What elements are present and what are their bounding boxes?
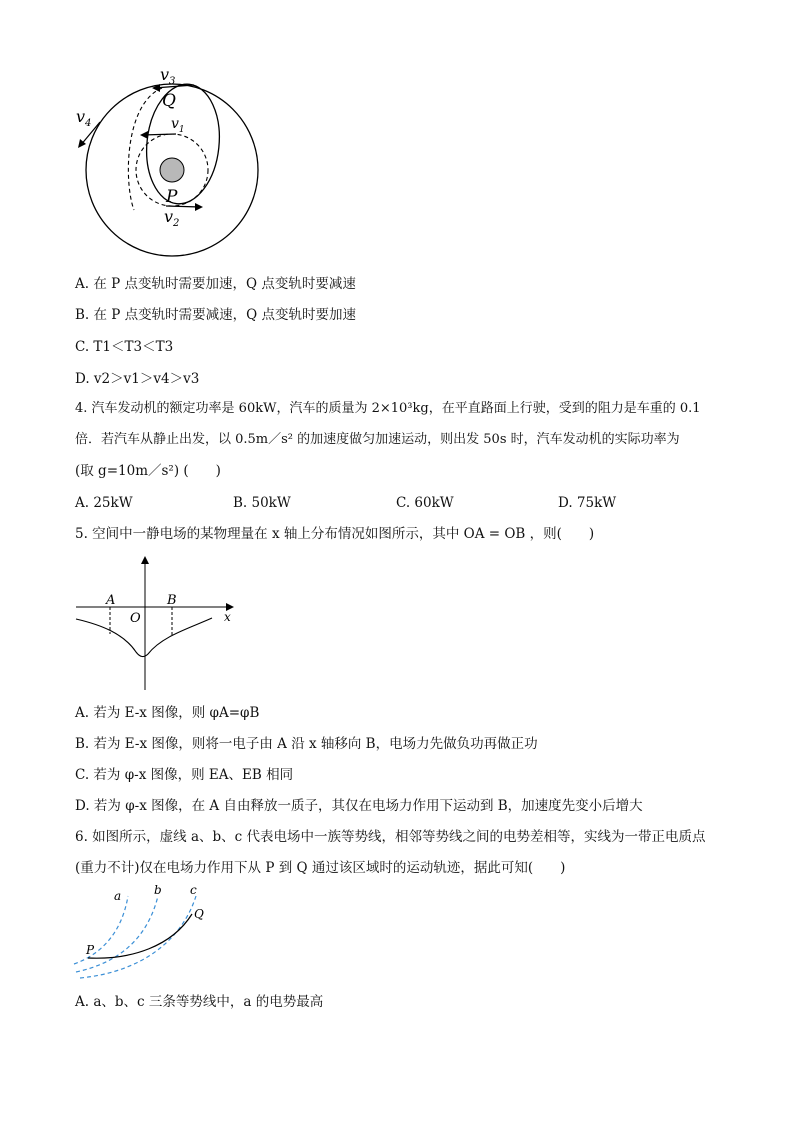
transfer-orbit-solid bbox=[141, 81, 225, 208]
graph-curve bbox=[76, 618, 212, 657]
q5-option-d: D. 若为 φ-x 图像，在 A 自由释放一质子，其仅在电场力作用下运动到 B，加速度先变小后增大 bbox=[75, 798, 643, 814]
label-Q: Q bbox=[194, 907, 204, 921]
label-A: A bbox=[106, 593, 116, 608]
label-v1: $v_1$ bbox=[171, 116, 185, 135]
label-P: P bbox=[86, 943, 95, 957]
q5-option-a: A. 若为 E-x 图像，则 φA=φB bbox=[75, 705, 260, 721]
q4-option-b: B. 50kW bbox=[233, 495, 291, 511]
q4-option-c: C. 60kW bbox=[396, 495, 454, 511]
label-B: B bbox=[167, 593, 177, 608]
label-c: c bbox=[190, 883, 197, 897]
q4-option-a: A. 25kW bbox=[75, 495, 133, 511]
q5-option-c: C. 若为 φ-x 图像，则 EA、EB 相同 bbox=[75, 767, 294, 783]
label-x: x bbox=[224, 610, 231, 624]
q4-stem-line2: 倍．若汽车从静止出发，以 0.5m／s² 的加速度做匀加速运动，则出发 50s 时，汽车发动机的实际功率为 bbox=[75, 432, 680, 447]
label-a: a bbox=[114, 889, 122, 903]
y-axis-arrow bbox=[141, 556, 149, 564]
q4-option-d: D. 75kW bbox=[558, 495, 617, 511]
label-P: P bbox=[166, 187, 178, 207]
q3-option-b: B. 在 P 点变轨时需要减速，Q 点变轨时要加速 bbox=[75, 307, 357, 323]
q4-stem-line3: (取 g=10m／s²) ( ) bbox=[75, 463, 221, 479]
field-graph-figure bbox=[72, 552, 242, 692]
planet bbox=[160, 158, 184, 182]
equipotential-a bbox=[74, 896, 128, 964]
trajectory bbox=[88, 914, 192, 958]
label-O: O bbox=[130, 611, 141, 626]
label-Q: Q bbox=[162, 91, 176, 111]
arrow-v1-head bbox=[140, 131, 148, 139]
label-b: b bbox=[154, 883, 162, 897]
orbit-figure bbox=[76, 64, 276, 264]
label-v2: $v_2$ bbox=[164, 207, 180, 229]
q6-stem-line1: 6. 如图所示，虚线 a、b、c 代表电场中一族等势线，相邻等势线之间的电势差相等，实线为一带正电质点 bbox=[75, 829, 706, 845]
equipotential-figure bbox=[72, 880, 222, 980]
q6-option-a: A. a、b、c 三条等势线中，a 的电势最高 bbox=[75, 994, 324, 1010]
arrow-v2-head bbox=[195, 203, 203, 211]
label-v4: $v_4$ bbox=[76, 107, 92, 129]
q3-option-d: D. v2＞v1＞v4＞v3 bbox=[75, 371, 200, 387]
q5-stem: 5. 空间中一静电场的某物理量在 x 轴上分布情况如图所示，其中 OA = OB ，则( ) bbox=[75, 526, 595, 542]
q3-option-a: A. 在 P 点变轨时需要加速，Q 点变轨时要减速 bbox=[75, 276, 356, 292]
q5-option-b: B. 若为 E-x 图像，则将一电子由 A 沿 x 轴移向 B，电场力先做负功再做正功 bbox=[75, 736, 538, 752]
equipotential-b bbox=[76, 896, 158, 972]
q4-stem-line1: 4. 汽车发动机的额定功率是 60kW，汽车的质量为 2×10³kg，在平直路面上行驶，受到的阻力是车重的 0.1 bbox=[75, 401, 701, 416]
q3-option-c: C. T1＜T3＜T3 bbox=[75, 339, 174, 355]
q6-stem-line2: (重力不计)仅在电场力作用下从 P 到 Q 通过该区域时的运动轨迹，据此可知( ) bbox=[75, 860, 566, 876]
label-v3: $v_3$ bbox=[160, 65, 176, 87]
